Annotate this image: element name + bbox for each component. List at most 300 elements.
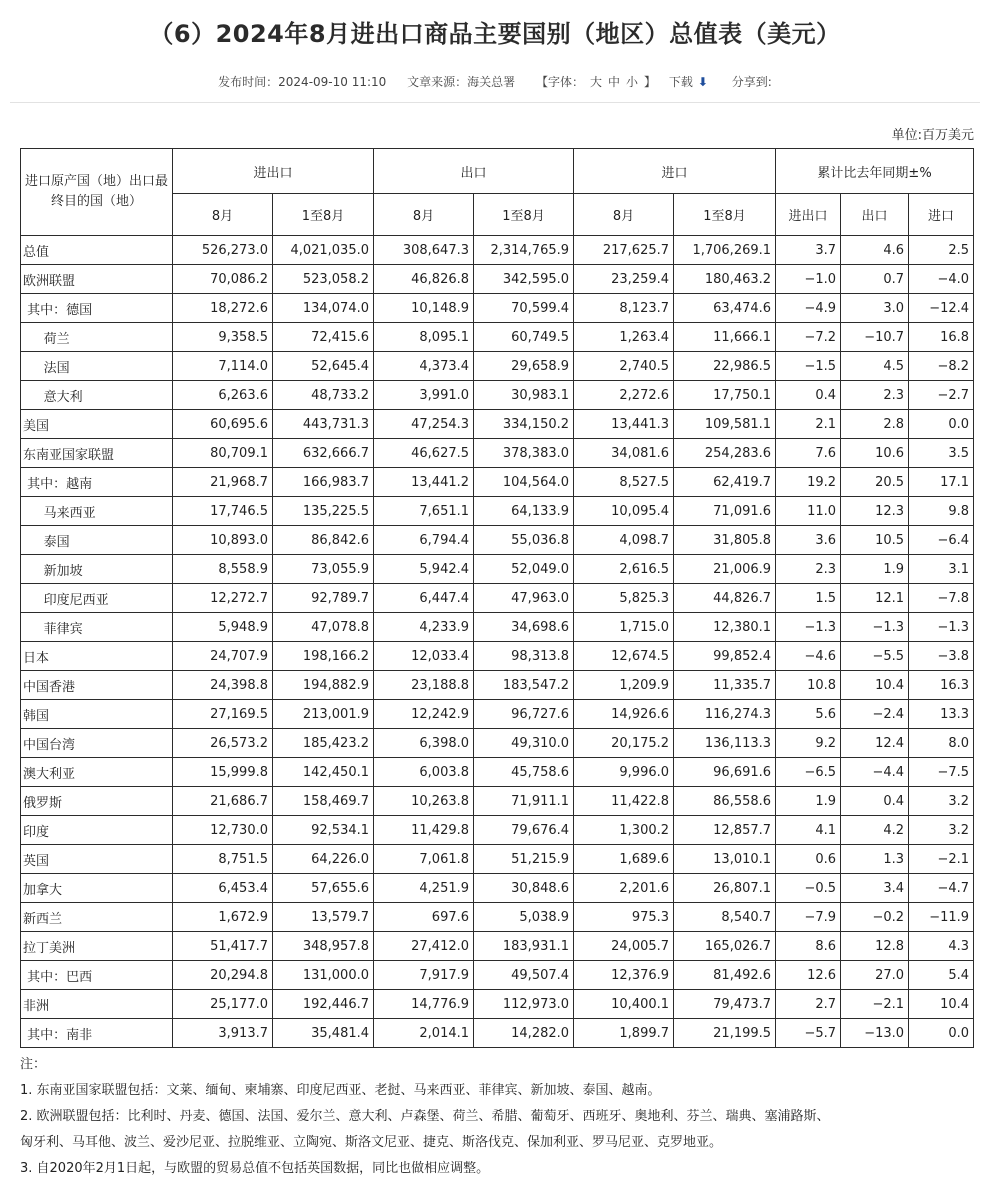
value-cell: 5,825.3 bbox=[574, 584, 674, 613]
table-row bbox=[21, 381, 974, 410]
value-cell: 20,175.2 bbox=[574, 729, 674, 758]
value-cell: 2,272.6 bbox=[574, 381, 674, 410]
value-cell: −1.3 bbox=[776, 613, 841, 642]
value-cell: 158,469.7 bbox=[273, 787, 374, 816]
value-cell: 63,474.6 bbox=[674, 294, 776, 323]
value-cell: 12,033.4 bbox=[374, 642, 474, 671]
value-cell: 12,730.0 bbox=[173, 816, 273, 845]
value-cell: 92,534.1 bbox=[273, 816, 374, 845]
value-cell: 1,209.9 bbox=[574, 671, 674, 700]
value-cell: 180,463.2 bbox=[674, 265, 776, 294]
value-cell: 10,148.9 bbox=[374, 294, 474, 323]
value-cell: 4.2 bbox=[841, 816, 909, 845]
row-name-cell: 日本 bbox=[21, 642, 173, 671]
value-cell: 30,848.6 bbox=[474, 874, 574, 903]
value-cell: 14,282.0 bbox=[474, 1019, 574, 1048]
value-cell: 98,313.8 bbox=[474, 642, 574, 671]
value-cell: 8,540.7 bbox=[674, 903, 776, 932]
value-cell: 2.7 bbox=[776, 990, 841, 1019]
value-cell: 26,807.1 bbox=[674, 874, 776, 903]
row-name-cell: 荷兰 bbox=[21, 323, 173, 352]
value-cell: 62,419.7 bbox=[674, 468, 776, 497]
value-cell: 378,383.0 bbox=[474, 439, 574, 468]
value-cell: −4.0 bbox=[909, 265, 974, 294]
value-cell: 0.4 bbox=[776, 381, 841, 410]
value-cell: 24,005.7 bbox=[574, 932, 674, 961]
table-body bbox=[21, 236, 974, 1048]
row-name-cell: 意大利 bbox=[21, 381, 173, 410]
row-name-cell: 非洲 bbox=[21, 990, 173, 1019]
value-cell: 26,573.2 bbox=[173, 729, 273, 758]
value-cell: −7.5 bbox=[909, 758, 974, 787]
value-cell: 12,674.5 bbox=[574, 642, 674, 671]
value-cell: 47,078.8 bbox=[273, 613, 374, 642]
value-cell: 11,666.1 bbox=[674, 323, 776, 352]
value-cell: −2.4 bbox=[841, 700, 909, 729]
value-cell: 1,672.9 bbox=[173, 903, 273, 932]
row-name-cell: 其中：德国 bbox=[21, 294, 173, 323]
value-cell: 8,751.5 bbox=[173, 845, 273, 874]
trade-table bbox=[20, 148, 974, 1048]
value-cell: 1,263.4 bbox=[574, 323, 674, 352]
value-cell: 52,049.0 bbox=[474, 555, 574, 584]
value-cell: 8,558.9 bbox=[173, 555, 273, 584]
value-cell: −7.8 bbox=[909, 584, 974, 613]
value-cell: 348,957.8 bbox=[273, 932, 374, 961]
value-cell: 30,983.1 bbox=[474, 381, 574, 410]
value-cell: −2.1 bbox=[841, 990, 909, 1019]
table-row bbox=[21, 410, 974, 439]
value-cell: 3.7 bbox=[776, 236, 841, 265]
table-row bbox=[21, 265, 974, 294]
note-item: 3. 自2020年2月1日起，与欧盟的贸易总值不包括英国数据，同比也做相应调整。 bbox=[20, 1161, 490, 1176]
value-cell: 20.5 bbox=[841, 468, 909, 497]
value-cell: 92,789.7 bbox=[273, 584, 374, 613]
table-row bbox=[21, 526, 974, 555]
value-cell: 2,314,765.9 bbox=[474, 236, 574, 265]
value-cell: 975.3 bbox=[574, 903, 674, 932]
row-name-cell: 拉丁美洲 bbox=[21, 932, 173, 961]
value-cell: 0.0 bbox=[909, 1019, 974, 1048]
value-cell: 13,010.1 bbox=[674, 845, 776, 874]
value-cell: 27,412.0 bbox=[374, 932, 474, 961]
value-cell: 13,441.2 bbox=[374, 468, 474, 497]
value-cell: 10,263.8 bbox=[374, 787, 474, 816]
value-cell: 46,627.5 bbox=[374, 439, 474, 468]
table-row bbox=[21, 903, 974, 932]
row-name-cell: 美国 bbox=[21, 410, 173, 439]
value-cell: 27,169.5 bbox=[173, 700, 273, 729]
value-cell: 4,373.4 bbox=[374, 352, 474, 381]
value-cell: 35,481.4 bbox=[273, 1019, 374, 1048]
value-cell: 1.3 bbox=[841, 845, 909, 874]
value-cell: 213,001.9 bbox=[273, 700, 374, 729]
value-cell: 116,274.3 bbox=[674, 700, 776, 729]
value-cell: 7,917.9 bbox=[374, 961, 474, 990]
value-cell: 96,691.6 bbox=[674, 758, 776, 787]
value-cell: 4,233.9 bbox=[374, 613, 474, 642]
value-cell: 131,000.0 bbox=[273, 961, 374, 990]
font-size-small-link[interactable]: 小 bbox=[626, 75, 639, 89]
value-cell: 2.3 bbox=[841, 381, 909, 410]
value-cell: 142,450.1 bbox=[273, 758, 374, 787]
value-cell: 44,826.7 bbox=[674, 584, 776, 613]
value-cell: 3.4 bbox=[841, 874, 909, 903]
value-cell: 0.7 bbox=[841, 265, 909, 294]
table-row bbox=[21, 468, 974, 497]
value-cell: 52,645.4 bbox=[273, 352, 374, 381]
unit-label: 单位:百万美元 bbox=[891, 128, 974, 143]
row-name-cell: 欧洲联盟 bbox=[21, 265, 173, 294]
value-cell: 1,706,269.1 bbox=[674, 236, 776, 265]
value-cell: −2.1 bbox=[909, 845, 974, 874]
value-cell: −7.2 bbox=[776, 323, 841, 352]
value-cell: 46,826.8 bbox=[374, 265, 474, 294]
value-cell: 136,113.3 bbox=[674, 729, 776, 758]
value-cell: 166,983.7 bbox=[273, 468, 374, 497]
value-cell: 526,273.0 bbox=[173, 236, 273, 265]
value-cell: 81,492.6 bbox=[674, 961, 776, 990]
value-cell: 185,423.2 bbox=[273, 729, 374, 758]
row-name-cell: 新西兰 bbox=[21, 903, 173, 932]
value-cell: 10,400.1 bbox=[574, 990, 674, 1019]
header-sub: 8月 bbox=[374, 194, 474, 236]
table-row bbox=[21, 1019, 974, 1048]
value-cell: 2,014.1 bbox=[374, 1019, 474, 1048]
value-cell: 8.0 bbox=[909, 729, 974, 758]
row-name-cell: 其中：南非 bbox=[21, 1019, 173, 1048]
value-cell: 5,948.9 bbox=[173, 613, 273, 642]
header-sub: 1至8月 bbox=[474, 194, 574, 236]
value-cell: 12.4 bbox=[841, 729, 909, 758]
article-source: 文章来源：海关总署 bbox=[407, 75, 516, 89]
font-size-open: 【字体： bbox=[535, 75, 584, 89]
value-cell: 4.6 bbox=[841, 236, 909, 265]
download-arrow-icon: ⬇ bbox=[697, 75, 708, 89]
value-cell: 47,254.3 bbox=[374, 410, 474, 439]
value-cell: −5.5 bbox=[841, 642, 909, 671]
value-cell: 10.4 bbox=[909, 990, 974, 1019]
value-cell: 2,616.5 bbox=[574, 555, 674, 584]
value-cell: 70,086.2 bbox=[173, 265, 273, 294]
value-cell: 5,942.4 bbox=[374, 555, 474, 584]
value-cell: 24,398.8 bbox=[173, 671, 273, 700]
header-sub: 出口 bbox=[841, 194, 909, 236]
value-cell: 24,707.9 bbox=[173, 642, 273, 671]
value-cell: 183,547.2 bbox=[474, 671, 574, 700]
row-name-cell: 泰国 bbox=[21, 526, 173, 555]
note-item: 2. 欧洲联盟包括：比利时、丹麦、德国、法国、爱尔兰、意大利、卢森堡、荷兰、希腊、葡萄牙、西班牙、奥地利、芬兰、瑞典、塞浦路斯、 bbox=[20, 1109, 830, 1124]
value-cell: 4.5 bbox=[841, 352, 909, 381]
value-cell: −4.4 bbox=[841, 758, 909, 787]
value-cell: 12,376.9 bbox=[574, 961, 674, 990]
value-cell: 5,038.9 bbox=[474, 903, 574, 932]
value-cell: 60,695.6 bbox=[173, 410, 273, 439]
value-cell: 0.6 bbox=[776, 845, 841, 874]
value-cell: 1.9 bbox=[776, 787, 841, 816]
value-cell: 1,300.2 bbox=[574, 816, 674, 845]
table-row bbox=[21, 352, 974, 381]
note-item: 1. 东南亚国家联盟包括：文莱、缅甸、柬埔寨、印度尼西亚、老挝、马来西亚、菲律宾、新加坡、泰国、越南。 bbox=[20, 1083, 661, 1098]
note-item: 匈牙利、马耳他、波兰、爱沙尼亚、拉脱维亚、立陶宛、斯洛文尼亚、捷克、斯洛伐克、保加利亚、罗马尼亚、克罗地亚。 bbox=[20, 1135, 723, 1150]
value-cell: 10.8 bbox=[776, 671, 841, 700]
value-cell: 11,335.7 bbox=[674, 671, 776, 700]
value-cell: 25,177.0 bbox=[173, 990, 273, 1019]
header-group-import: 进口 bbox=[574, 149, 776, 194]
font-size-medium-link[interactable]: 中 bbox=[608, 75, 621, 89]
header-group-total: 进出口 bbox=[173, 149, 374, 194]
article-meta bbox=[0, 73, 990, 90]
value-cell: 8.6 bbox=[776, 932, 841, 961]
header-sub: 8月 bbox=[173, 194, 273, 236]
table-row bbox=[21, 555, 974, 584]
row-name-cell: 俄罗斯 bbox=[21, 787, 173, 816]
value-cell: 57,655.6 bbox=[273, 874, 374, 903]
note-heading: 注： bbox=[20, 1057, 47, 1072]
value-cell: 135,225.5 bbox=[273, 497, 374, 526]
value-cell: 12,242.9 bbox=[374, 700, 474, 729]
value-cell: 70,599.4 bbox=[474, 294, 574, 323]
value-cell: 1,689.6 bbox=[574, 845, 674, 874]
table-row bbox=[21, 816, 974, 845]
value-cell: −1.3 bbox=[909, 613, 974, 642]
table-row bbox=[21, 874, 974, 903]
value-cell: 15,999.8 bbox=[173, 758, 273, 787]
table-row bbox=[21, 787, 974, 816]
download-label: 下载 bbox=[668, 75, 693, 89]
table-row bbox=[21, 323, 974, 352]
value-cell: 10.4 bbox=[841, 671, 909, 700]
value-cell: 308,647.3 bbox=[374, 236, 474, 265]
value-cell: 49,310.0 bbox=[474, 729, 574, 758]
row-name-cell: 中国台湾 bbox=[21, 729, 173, 758]
value-cell: 3.5 bbox=[909, 439, 974, 468]
value-cell: 17.1 bbox=[909, 468, 974, 497]
value-cell: 86,558.6 bbox=[674, 787, 776, 816]
download-link[interactable] bbox=[666, 73, 711, 90]
value-cell: 9.8 bbox=[909, 497, 974, 526]
row-name-cell: 总值 bbox=[21, 236, 173, 265]
value-cell: 10.5 bbox=[841, 526, 909, 555]
value-cell: −10.7 bbox=[841, 323, 909, 352]
value-cell: 21,006.9 bbox=[674, 555, 776, 584]
value-cell: 31,805.8 bbox=[674, 526, 776, 555]
value-cell: 12,857.7 bbox=[674, 816, 776, 845]
value-cell: 21,686.7 bbox=[173, 787, 273, 816]
value-cell: 73,055.9 bbox=[273, 555, 374, 584]
row-name-cell: 法国 bbox=[21, 352, 173, 381]
value-cell: 3.0 bbox=[841, 294, 909, 323]
value-cell: −0.5 bbox=[776, 874, 841, 903]
table-header bbox=[21, 149, 974, 236]
value-cell: 6,263.6 bbox=[173, 381, 273, 410]
value-cell: 12.6 bbox=[776, 961, 841, 990]
value-cell: 9,996.0 bbox=[574, 758, 674, 787]
value-cell: 45,758.6 bbox=[474, 758, 574, 787]
header-sub: 进出口 bbox=[776, 194, 841, 236]
value-cell: −3.8 bbox=[909, 642, 974, 671]
value-cell: 2.1 bbox=[776, 410, 841, 439]
value-cell: 6,398.0 bbox=[374, 729, 474, 758]
value-cell: 13,441.3 bbox=[574, 410, 674, 439]
value-cell: 55,036.8 bbox=[474, 526, 574, 555]
value-cell: 20,294.8 bbox=[173, 961, 273, 990]
row-name-cell: 英国 bbox=[21, 845, 173, 874]
value-cell: 16.8 bbox=[909, 323, 974, 352]
value-cell: 6,794.4 bbox=[374, 526, 474, 555]
value-cell: 183,931.1 bbox=[474, 932, 574, 961]
value-cell: 198,166.2 bbox=[273, 642, 374, 671]
value-cell: 194,882.9 bbox=[273, 671, 374, 700]
value-cell: −1.3 bbox=[841, 613, 909, 642]
value-cell: 14,926.6 bbox=[574, 700, 674, 729]
value-cell: 254,283.6 bbox=[674, 439, 776, 468]
value-cell: 334,150.2 bbox=[474, 410, 574, 439]
value-cell: 3,991.0 bbox=[374, 381, 474, 410]
row-name-cell: 加拿大 bbox=[21, 874, 173, 903]
header-sub: 8月 bbox=[574, 194, 674, 236]
value-cell: 96,727.6 bbox=[474, 700, 574, 729]
value-cell: 10,893.0 bbox=[173, 526, 273, 555]
header-sub: 1至8月 bbox=[273, 194, 374, 236]
value-cell: 7,114.0 bbox=[173, 352, 273, 381]
value-cell: −8.2 bbox=[909, 352, 974, 381]
value-cell: 86,842.6 bbox=[273, 526, 374, 555]
value-cell: −2.7 bbox=[909, 381, 974, 410]
value-cell: 192,446.7 bbox=[273, 990, 374, 1019]
value-cell: 3.2 bbox=[909, 787, 974, 816]
value-cell: 2.8 bbox=[841, 410, 909, 439]
value-cell: −6.4 bbox=[909, 526, 974, 555]
value-cell: 12.3 bbox=[841, 497, 909, 526]
value-cell: 8,123.7 bbox=[574, 294, 674, 323]
value-cell: 13.3 bbox=[909, 700, 974, 729]
table-row bbox=[21, 497, 974, 526]
value-cell: 13,579.7 bbox=[273, 903, 374, 932]
value-cell: 6,003.8 bbox=[374, 758, 474, 787]
value-cell: 71,091.6 bbox=[674, 497, 776, 526]
value-cell: 3.2 bbox=[909, 816, 974, 845]
value-cell: 51,417.7 bbox=[173, 932, 273, 961]
table-row bbox=[21, 236, 974, 265]
value-cell: 4,098.7 bbox=[574, 526, 674, 555]
row-name-cell: 其中：巴西 bbox=[21, 961, 173, 990]
value-cell: 632,666.7 bbox=[273, 439, 374, 468]
value-cell: 21,199.5 bbox=[674, 1019, 776, 1048]
header-group-export: 出口 bbox=[374, 149, 574, 194]
value-cell: 22,986.5 bbox=[674, 352, 776, 381]
value-cell: 8,095.1 bbox=[374, 323, 474, 352]
value-cell: −4.9 bbox=[776, 294, 841, 323]
value-cell: 6,447.4 bbox=[374, 584, 474, 613]
value-cell: 112,973.0 bbox=[474, 990, 574, 1019]
value-cell: 19.2 bbox=[776, 468, 841, 497]
value-cell: 9,358.5 bbox=[173, 323, 273, 352]
value-cell: 4.1 bbox=[776, 816, 841, 845]
value-cell: 0.4 bbox=[841, 787, 909, 816]
font-size-large-link[interactable]: 大 bbox=[589, 75, 602, 89]
value-cell: −4.7 bbox=[909, 874, 974, 903]
table-row bbox=[21, 613, 974, 642]
value-cell: −11.9 bbox=[909, 903, 974, 932]
value-cell: 4,021,035.0 bbox=[273, 236, 374, 265]
value-cell: 342,595.0 bbox=[474, 265, 574, 294]
value-cell: 17,746.5 bbox=[173, 497, 273, 526]
value-cell: 27.0 bbox=[841, 961, 909, 990]
value-cell: 7.6 bbox=[776, 439, 841, 468]
value-cell: 7,651.1 bbox=[374, 497, 474, 526]
value-cell: −5.7 bbox=[776, 1019, 841, 1048]
row-name-cell: 澳大利亚 bbox=[21, 758, 173, 787]
value-cell: 4.3 bbox=[909, 932, 974, 961]
value-cell: 64,226.0 bbox=[273, 845, 374, 874]
divider bbox=[10, 102, 980, 103]
row-name-cell: 印度尼西亚 bbox=[21, 584, 173, 613]
value-cell: 3.6 bbox=[776, 526, 841, 555]
row-name-cell: 马来西亚 bbox=[21, 497, 173, 526]
value-cell: 4,251.9 bbox=[374, 874, 474, 903]
value-cell: 3,913.7 bbox=[173, 1019, 273, 1048]
row-name-cell: 中国香港 bbox=[21, 671, 173, 700]
table-row bbox=[21, 932, 974, 961]
publish-time: 发布时间：2024-09-10 11:10 bbox=[218, 75, 387, 89]
table-row bbox=[21, 990, 974, 1019]
value-cell: 16.3 bbox=[909, 671, 974, 700]
value-cell: 6,453.4 bbox=[173, 874, 273, 903]
value-cell: 79,473.7 bbox=[674, 990, 776, 1019]
value-cell: 5.6 bbox=[776, 700, 841, 729]
value-cell: −6.5 bbox=[776, 758, 841, 787]
value-cell: 3.1 bbox=[909, 555, 974, 584]
value-cell: −7.9 bbox=[776, 903, 841, 932]
value-cell: 134,074.0 bbox=[273, 294, 374, 323]
table-row bbox=[21, 642, 974, 671]
page-title: （6）2024年8月进出口商品主要国别（地区）总值表（美元） bbox=[149, 20, 841, 48]
value-cell: 51,215.9 bbox=[474, 845, 574, 874]
value-cell: −0.2 bbox=[841, 903, 909, 932]
table-row bbox=[21, 671, 974, 700]
font-size-close: 】 bbox=[644, 75, 657, 89]
value-cell: 64,133.9 bbox=[474, 497, 574, 526]
value-cell: 99,852.4 bbox=[674, 642, 776, 671]
table-row bbox=[21, 961, 974, 990]
value-cell: 18,272.6 bbox=[173, 294, 273, 323]
header-sub: 进口 bbox=[909, 194, 974, 236]
value-cell: 104,564.0 bbox=[474, 468, 574, 497]
value-cell: −1.5 bbox=[776, 352, 841, 381]
value-cell: 11.0 bbox=[776, 497, 841, 526]
value-cell: 12,380.1 bbox=[674, 613, 776, 642]
table-row bbox=[21, 729, 974, 758]
row-name-cell: 东南亚国家联盟 bbox=[21, 439, 173, 468]
value-cell: 49,507.4 bbox=[474, 961, 574, 990]
table-row bbox=[21, 845, 974, 874]
value-cell: 71,911.1 bbox=[474, 787, 574, 816]
value-cell: 79,676.4 bbox=[474, 816, 574, 845]
value-cell: 1,715.0 bbox=[574, 613, 674, 642]
value-cell: 5.4 bbox=[909, 961, 974, 990]
value-cell: 2,740.5 bbox=[574, 352, 674, 381]
table-row bbox=[21, 700, 974, 729]
value-cell: 12.8 bbox=[841, 932, 909, 961]
header-group-yoy: 累计比去年同期±% bbox=[776, 149, 974, 194]
value-cell: 109,581.1 bbox=[674, 410, 776, 439]
value-cell: 12.1 bbox=[841, 584, 909, 613]
value-cell: −13.0 bbox=[841, 1019, 909, 1048]
value-cell: −12.4 bbox=[909, 294, 974, 323]
value-cell: 2.3 bbox=[776, 555, 841, 584]
value-cell: 21,968.7 bbox=[173, 468, 273, 497]
